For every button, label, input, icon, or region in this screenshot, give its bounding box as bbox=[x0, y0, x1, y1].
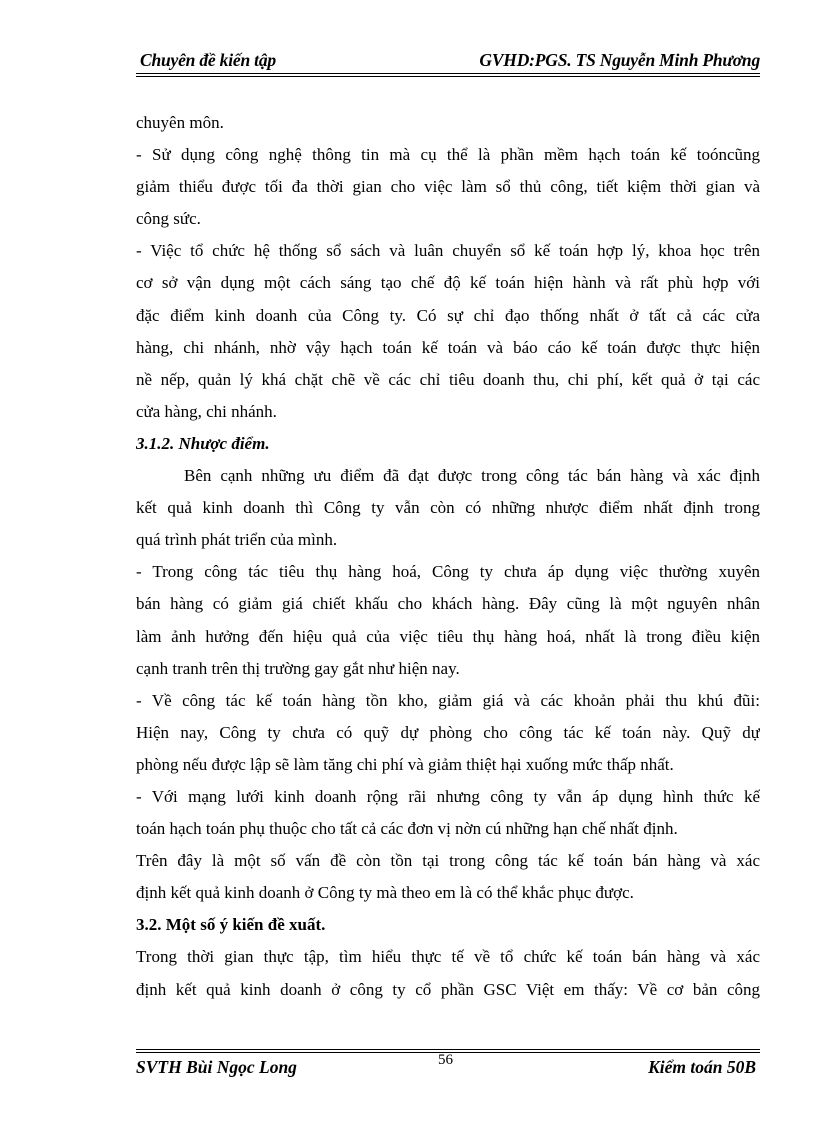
page-header bbox=[136, 50, 760, 72]
body-line: chuyên môn. bbox=[136, 113, 224, 132]
body-line: hàng, chi nhánh, nhờ vậy hạch toán kế toán và báo cáo kế toán được thực hiện bbox=[136, 337, 760, 357]
body-line: kết quả kinh doanh thì Công ty vẫn còn có những nhược điểm nhất định trong bbox=[136, 498, 760, 518]
body-line: Trên đây là một số vấn đề còn tồn tại trong công tác kế toán bán hàng và xác bbox=[136, 851, 760, 871]
body-line: công sức. bbox=[136, 209, 201, 229]
header-rule bbox=[136, 73, 760, 74]
body-line: phòng nếu được lập sẽ làm tăng chi phí và giảm thiệt hại xuống mức thấp nhất. bbox=[136, 754, 674, 774]
body-line: toán hạch toán phụ thuộc cho tất cả các đơn vị nờn cú những hạn chế nhất định. bbox=[136, 819, 678, 839]
body-line: Trong thời gian thực tập, tìm hiểu thực tế về tổ chức kế toán bán hàng và xác bbox=[136, 947, 760, 967]
body-line: định kết quả kinh doanh ở công ty cổ phần GSC Việt em thấy: Về cơ bản công bbox=[136, 979, 760, 999]
footer-rule bbox=[136, 1049, 760, 1050]
body-line: Hiện nay, Công ty chưa có quỹ dự phòng cho công tác kế toán này. Quỹ dự bbox=[136, 722, 760, 742]
body-line: - Việc tổ chức hệ thống sổ sách và luân chuyển sổ kế toán hợp lý, khoa học trên bbox=[136, 241, 760, 261]
document-body bbox=[136, 107, 760, 1006]
body-line: quá trình phát triển của mình. bbox=[136, 530, 338, 550]
header-rule-double bbox=[136, 76, 760, 77]
body-line: nề nếp, quản lý khá chặt chẽ về các chỉ tiêu doanh thu, chi phí, kết quả ở tại các bbox=[136, 369, 760, 389]
footer-class: Kiểm toán 50B bbox=[648, 1057, 756, 1077]
section-heading: 3.2. Một số ý kiến đề xuất. bbox=[136, 915, 326, 935]
body-line: cơ sở vận dụng một cách sáng tạo chế độ kế toán hiện hành và rất phù hợp với bbox=[136, 273, 760, 293]
body-line: định kết quả kinh doanh ở Công ty mà theo em là có thể khắc phục được. bbox=[136, 883, 634, 903]
body-line: - Trong công tác tiêu thụ hàng hoá, Công ty chưa áp dụng việc thường xuyên bbox=[136, 562, 760, 582]
page-number: 56 bbox=[438, 1052, 453, 1068]
section-heading: 3.1.2. Nhược điểm. bbox=[136, 433, 270, 453]
body-line: cửa hàng, chi nhánh. bbox=[136, 401, 277, 421]
header-title: Chuyên đề kiến tập bbox=[140, 50, 276, 70]
body-line: làm ảnh hưởng đến hiệu quả của việc tiêu thụ hàng hoá, nhất là trong điều kiện bbox=[136, 626, 760, 646]
page-footer bbox=[136, 1054, 760, 1080]
header-advisor: GVHD:PGS. TS Nguyễn Minh Phương bbox=[479, 50, 760, 70]
body-line: - Với mạng lưới kinh doanh rộng rãi nhưng công ty vẫn áp dụng hình thức kế bbox=[136, 786, 760, 806]
body-line: Bên cạnh những ưu điểm đã đạt được trong công tác bán hàng và xác định bbox=[184, 466, 760, 486]
body-line: bán hàng có giảm giá chiết khấu cho khách hàng. Đây cũng là một nguyên nhân bbox=[136, 594, 760, 614]
body-line: cạnh tranh trên thị trường gay gắt như hiện nay. bbox=[136, 658, 460, 678]
body-line: - Về công tác kế toán hàng tồn kho, giảm giá và các khoản phải thu khú đũi: bbox=[136, 690, 760, 710]
body-line: đặc điểm kinh doanh của Công ty. Có sự chỉ đạo thống nhất ở tất cả các cửa bbox=[136, 305, 760, 325]
footer-author: SVTH Bùi Ngọc Long bbox=[136, 1057, 297, 1077]
body-line: giảm thiểu được tối đa thời gian cho việc làm sổ thủ công, tiết kiệm thời gian và bbox=[136, 177, 760, 197]
body-line: - Sử dụng công nghệ thông tin mà cụ thể là phần mềm hạch toán kế toóncũng bbox=[136, 145, 760, 165]
